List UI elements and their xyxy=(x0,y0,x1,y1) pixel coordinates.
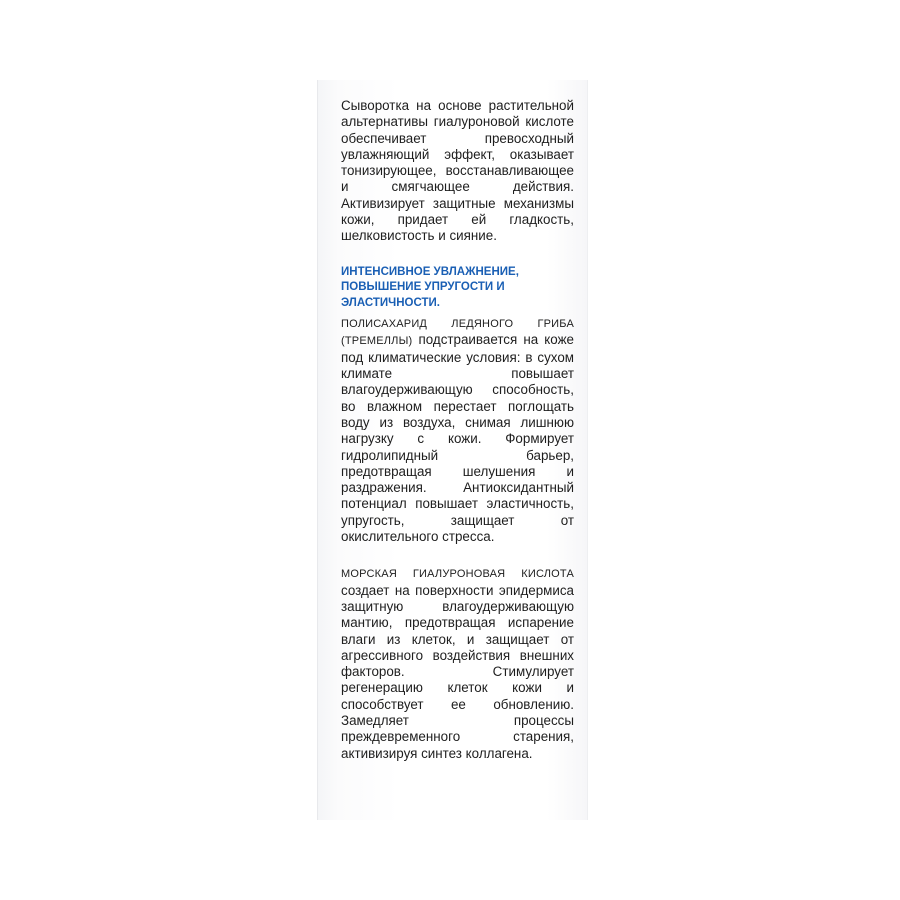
ingredient-hyaluronic-paragraph xyxy=(341,565,574,762)
benefit-heading: ИНТЕНСИВНОЕ УВЛАЖНЕНИЕ, ПОВЫШЕНИЕ УПРУГОСТИ И ЭЛАСТИЧНОСТИ. xyxy=(341,265,519,309)
ingredient-hyaluronic-text: создает на поверхности эпидермиса защитную влагоудерживающую мантию, предотвращая испарение влаги из клеток, и защищает от агрессивного воздействия внешних факторов. Стимулирует регенерацию клеток кожи и способствует ее обновлению. Замедляет процессы преждевременного старения, активизируя синтез коллагена. xyxy=(341,582,574,761)
intro-paragraph: Сыворотка на основе растительной альтернативы гиалуроновой кислоте обеспечивает превосходный увлажняющий эффект, оказывает тонизирующее, восстанавливающее и смягчающее действия. Активизирует защитные механизмы кожи, придает ей гладкость, шелковистость и сияние. xyxy=(341,98,574,244)
ingredient-tremella-name: ПОЛИСАХАРИД ЛЕДЯНОГО ГРИБА (ТРЕМЕЛЛЫ) xyxy=(341,318,574,348)
ingredient-hyaluronic-name: МОРСКАЯ ГИАЛУРОНОВАЯ КИСЛОТА xyxy=(341,568,574,581)
ingredient-tremella-paragraph xyxy=(341,315,574,545)
package-text xyxy=(341,98,574,762)
ingredient-tremella-text: подстраивается на коже под климатические условия: в сухом климате повышает влагоудерживающую способность, во влажном перестает поглощать воду из воздуха, снимая лишнюю нагрузку с кожи. Формирует гидролипидный барьер, предотвращая шелушения и раздражения. Антиоксидантный потенциал повышает эластичность, упругость, защищает от окислительного стресса. xyxy=(341,332,574,545)
